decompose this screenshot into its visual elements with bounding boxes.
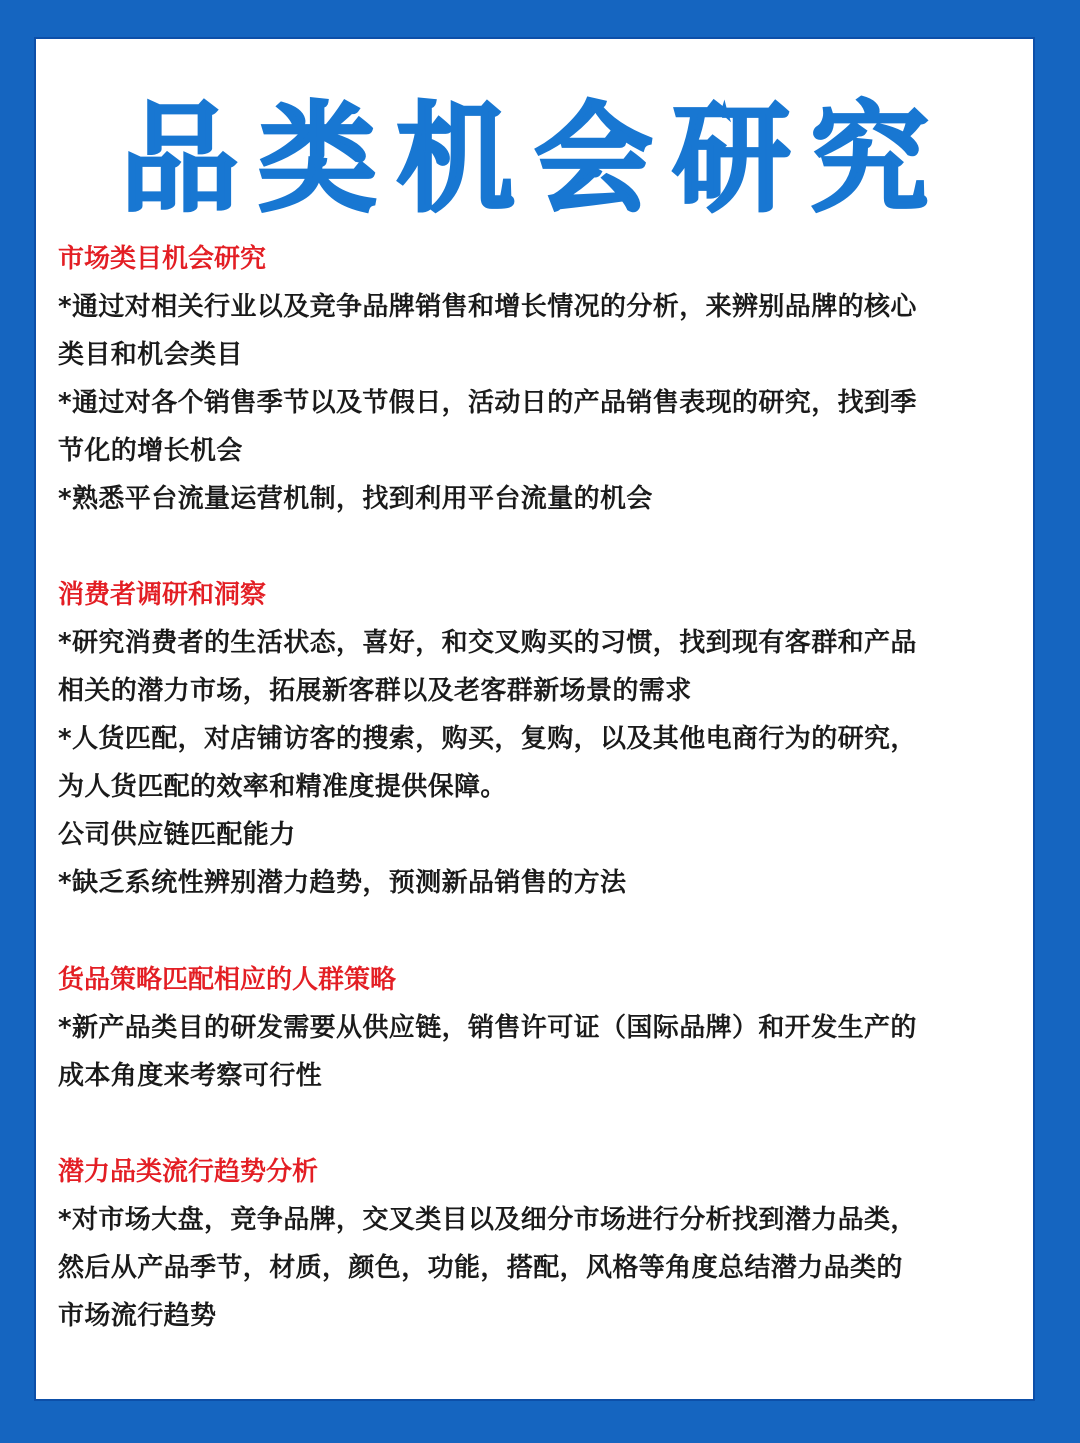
- body-line: *新产品类目的研发需要从供应链，销售许可证（国际品牌）和开发生产的: [58, 1013, 917, 1043]
- section-heading: 消费者调研和洞察: [58, 580, 267, 610]
- body-line: *通过对各个销售季节以及节假日，活动日的产品销售表现的研究，找到季: [58, 388, 917, 418]
- body-line: *对市场大盘，竞争品牌，交叉类目以及细分市场进行分析找到潜力品类，: [58, 1205, 917, 1235]
- section-consumer-research: [58, 571, 1033, 907]
- section-product-strategy: [58, 956, 1033, 1100]
- body-line: 为人货匹配的效率和精准度提供保障。: [58, 772, 507, 802]
- body-line: 类目和机会类目: [58, 340, 243, 370]
- body-line: 公司供应链匹配能力: [58, 820, 296, 850]
- section-trend-analysis: [58, 1148, 1033, 1340]
- body-line: 节化的增长机会: [58, 436, 243, 466]
- body-line: *缺乏系统性辨别潜力趋势，预测新品销售的方法: [58, 868, 627, 898]
- section-heading: 货品策略匹配相应的人群策略: [58, 965, 397, 995]
- section-heading: 市场类目机会研究: [58, 244, 267, 274]
- content-card: [34, 37, 1035, 1401]
- section-market-category: [58, 235, 1033, 523]
- body-line: *熟悉平台流量运营机制，找到利用平台流量的机会: [58, 484, 653, 514]
- section-heading: 潜力品类流行趋势分析: [58, 1157, 319, 1187]
- page-title: 品类机会研究: [120, 90, 949, 228]
- body-line: 然后从产品季节，材质，颜色，功能，搭配，风格等角度总结潜力品类的: [58, 1253, 903, 1283]
- body-line: *研究消费者的生活状态，喜好，和交叉购买的习惯，找到现有客群和产品: [58, 628, 917, 658]
- body-line: *通过对相关行业以及竞争品牌销售和增长情况的分析，来辨别品牌的核心: [58, 292, 917, 322]
- body-line: 相关的潜力市场，拓展新客群以及老客群新场景的需求: [58, 676, 692, 706]
- body-line: 成本角度来考察可行性: [58, 1061, 323, 1091]
- body-line: 市场流行趋势: [58, 1301, 217, 1331]
- body-line: *人货匹配，对店铺访客的搜索，购买，复购，以及其他电商行为的研究，: [58, 724, 917, 754]
